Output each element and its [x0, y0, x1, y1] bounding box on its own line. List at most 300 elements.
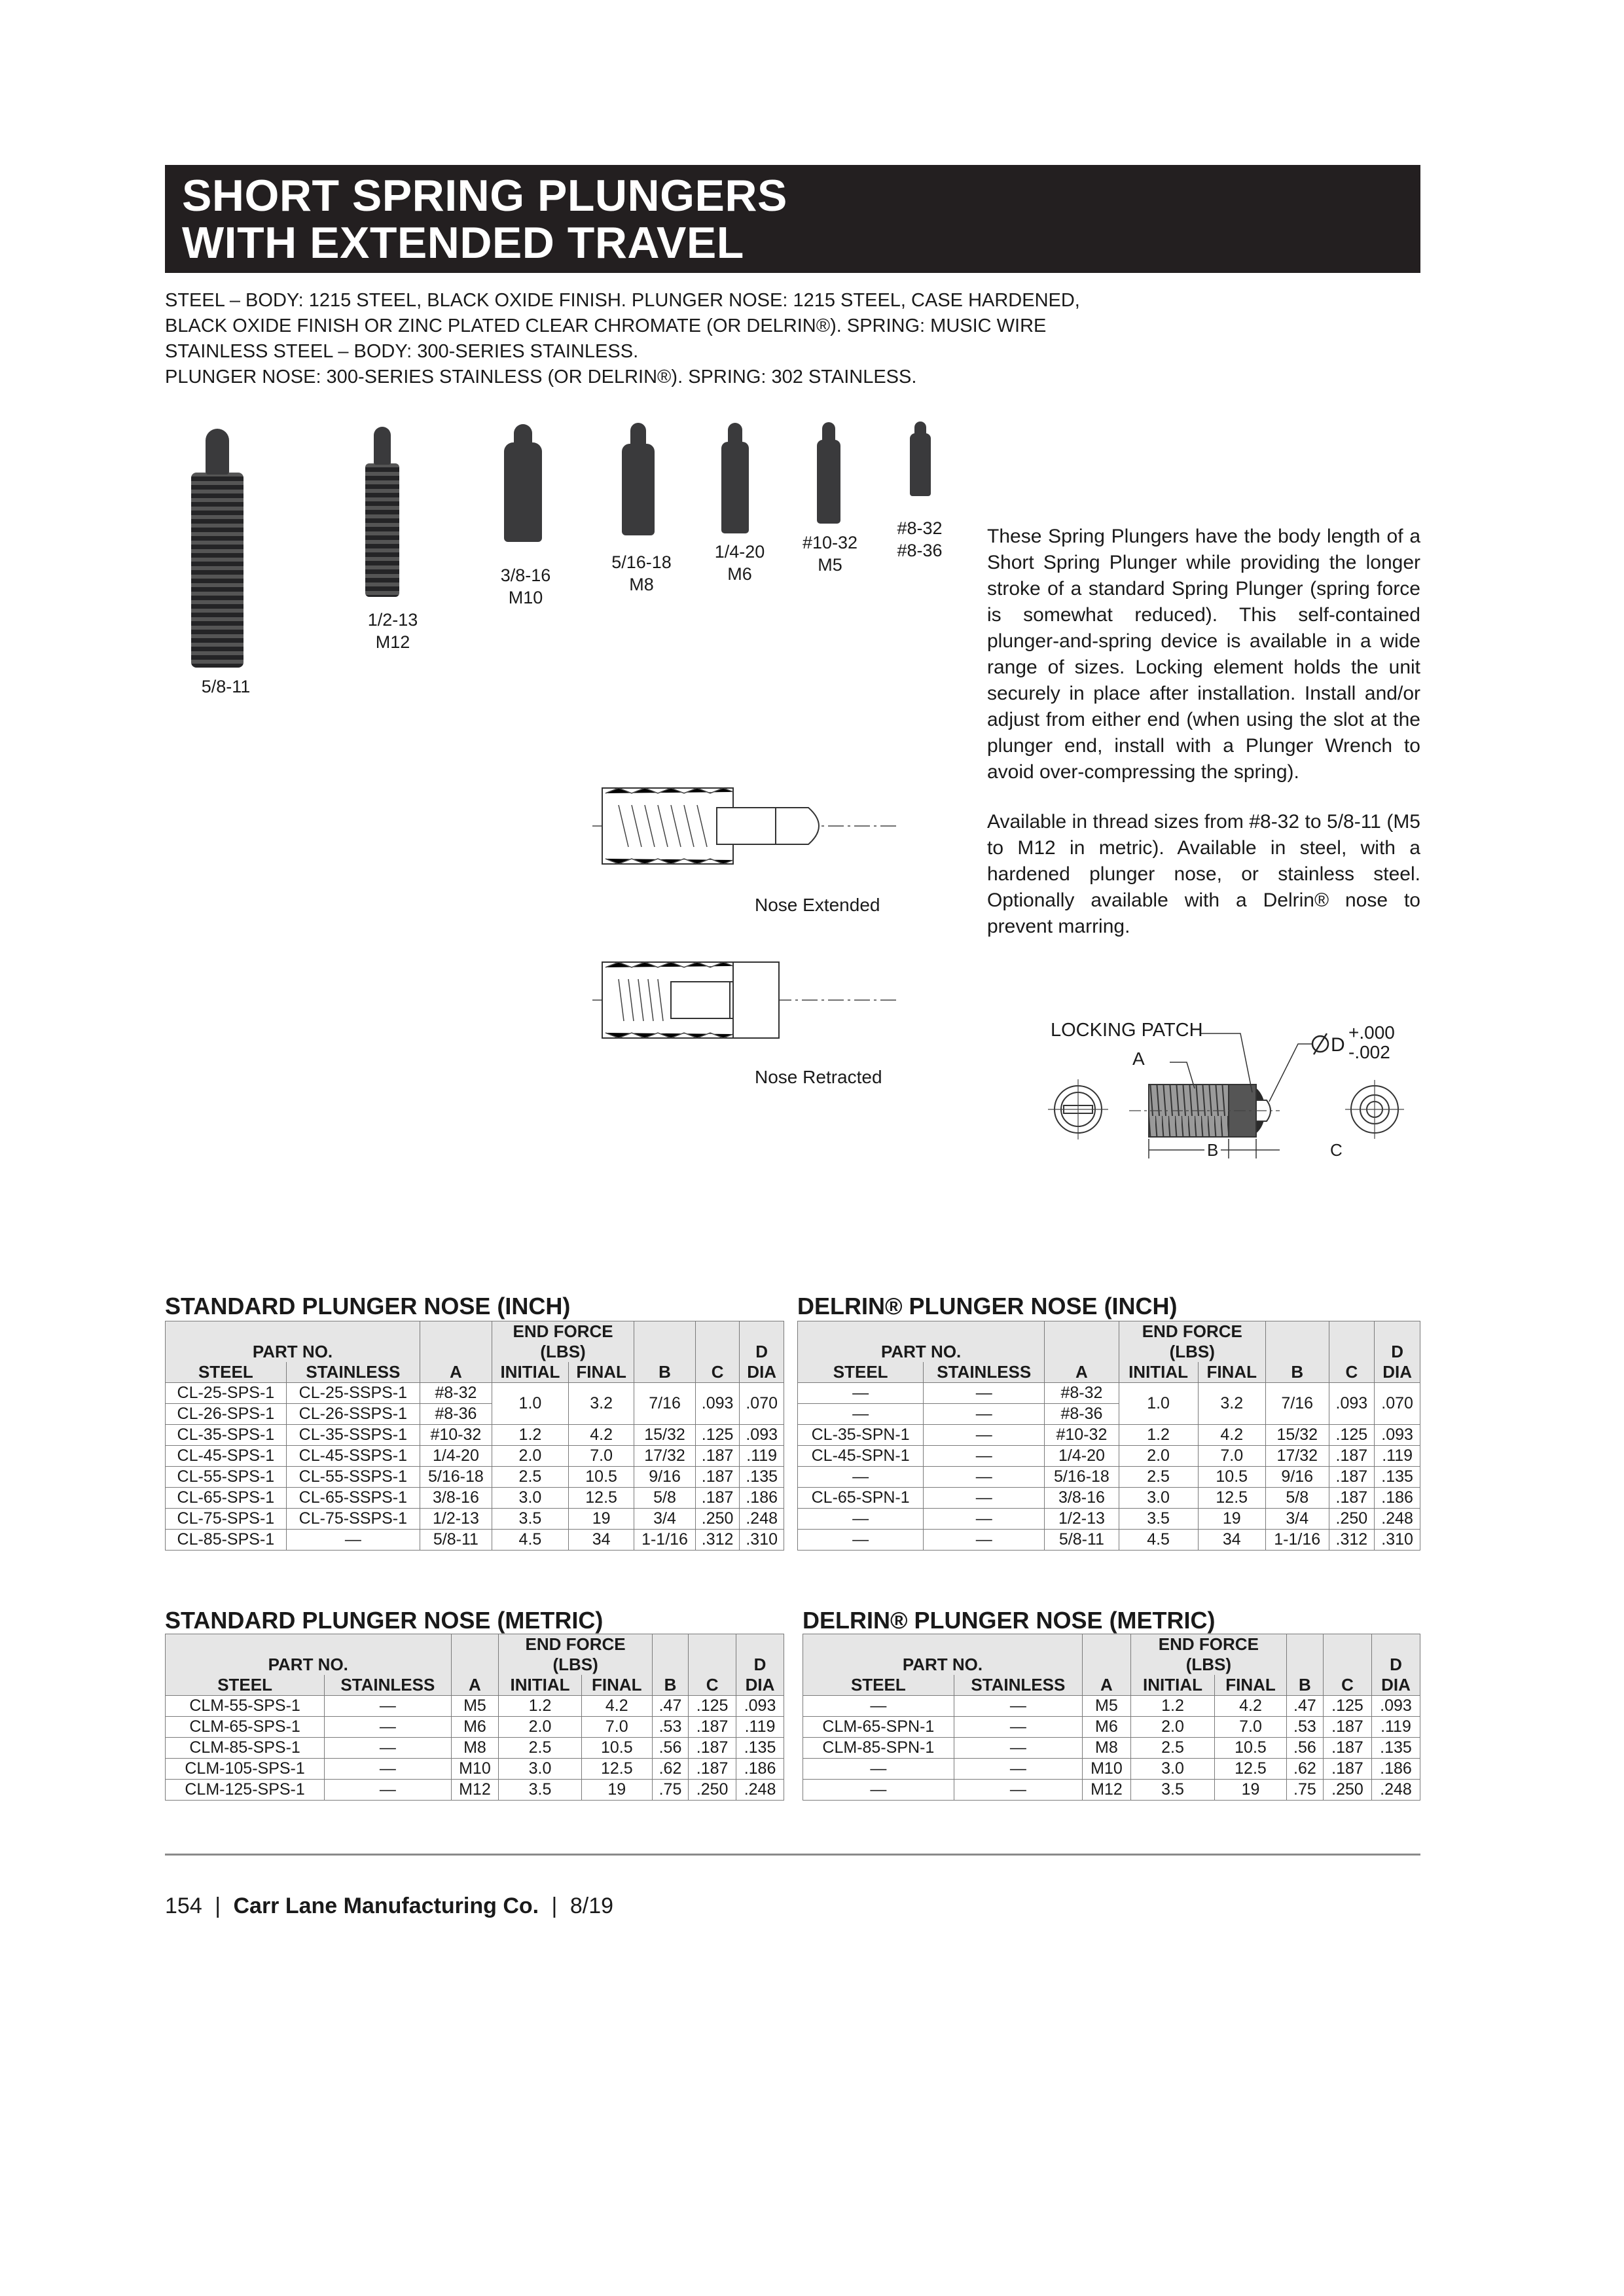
steel-part-no: CL-45-SPS-1	[166, 1446, 287, 1467]
dim-b: 7/16	[1265, 1383, 1329, 1425]
c-header-spacer	[1329, 1342, 1375, 1362]
initial-force: 1.0	[1119, 1383, 1198, 1425]
dim-d-dia: .248	[736, 1780, 784, 1801]
final-force: 4.2	[1198, 1425, 1265, 1446]
a-header-spacer	[451, 1634, 499, 1655]
steel-part-no: —	[803, 1780, 954, 1801]
dim-c: .187	[1323, 1717, 1371, 1738]
part-no-header: PART NO.	[166, 1655, 452, 1675]
plunger-nose-photo	[374, 427, 391, 465]
catalog-date: 8/19	[569, 1893, 614, 1918]
thread-size: M12	[1082, 1780, 1130, 1801]
steel-header: STEEL	[803, 1675, 954, 1696]
dim-d-dia: .070	[740, 1383, 784, 1425]
initial-force: 2.5	[1119, 1467, 1198, 1488]
stainless-part-no: —	[924, 1509, 1045, 1530]
dim-c: .187	[1323, 1759, 1371, 1780]
initial-force: 4.5	[492, 1530, 568, 1551]
dim-d-dia: .093	[1375, 1425, 1420, 1446]
dim-d-dia: .119	[736, 1717, 784, 1738]
initial-force: 3.5	[492, 1509, 568, 1530]
final-force: 7.0	[581, 1717, 652, 1738]
final-header: FINAL	[1215, 1675, 1287, 1696]
dim-d-dia: .186	[740, 1488, 784, 1509]
delrin-metric-table-title: DELRIN® PLUNGER NOSE (METRIC)	[803, 1607, 1216, 1634]
dim-b: .62	[1286, 1759, 1323, 1780]
initial-header: INITIAL	[499, 1675, 581, 1696]
dim-b-label: B	[1204, 1140, 1221, 1160]
end-force-header: END FORCE	[492, 1321, 634, 1342]
lbs-header: (LBS)	[499, 1655, 652, 1675]
size-label-inch: 5/16-18	[611, 552, 672, 572]
initial-force: 2.5	[492, 1467, 568, 1488]
dim-b: 3/4	[1265, 1509, 1329, 1530]
initial-force: 4.5	[1119, 1530, 1198, 1551]
dia-header: DIA	[1375, 1362, 1420, 1383]
b-header-spacer	[1286, 1655, 1323, 1675]
dim-c: .187	[695, 1488, 740, 1509]
stainless-part-no: —	[325, 1738, 451, 1759]
nose-extended-caption: Nose Extended	[755, 895, 880, 915]
final-force: 10.5	[569, 1467, 634, 1488]
table-row	[803, 1759, 1420, 1780]
thread-size: #8-36	[1045, 1404, 1119, 1425]
stainless-part-no: CL-75-SSPS-1	[286, 1509, 420, 1530]
final-force: 10.5	[1215, 1738, 1287, 1759]
table-row	[166, 1446, 784, 1467]
initial-force: 3.5	[499, 1780, 581, 1801]
dim-d-dia: .186	[1371, 1759, 1420, 1780]
lbs-header: (LBS)	[1130, 1655, 1286, 1675]
thread-size: #10-32	[420, 1425, 492, 1446]
steel-part-no: —	[798, 1404, 924, 1425]
dim-c: .250	[1329, 1509, 1375, 1530]
a-header-spacer	[1045, 1342, 1119, 1362]
final-force: 12.5	[1215, 1759, 1287, 1780]
stainless-part-no: CL-55-SSPS-1	[286, 1467, 420, 1488]
c-header-spacer	[1323, 1634, 1371, 1655]
dim-c-label: C	[1327, 1140, 1345, 1160]
steel-part-no: —	[803, 1759, 954, 1780]
dim-b: 1-1/16	[634, 1530, 696, 1551]
stainless-part-no: —	[954, 1738, 1082, 1759]
d-header-spacer	[736, 1634, 784, 1655]
stainless-header: STAINLESS	[924, 1362, 1045, 1383]
d-header: D	[740, 1342, 784, 1362]
stainless-part-no: —	[924, 1425, 1045, 1446]
steel-part-no: CL-65-SPN-1	[798, 1488, 924, 1509]
thread-size: 3/8-16	[420, 1488, 492, 1509]
footer-separator: |	[215, 1893, 221, 1918]
steel-part-no: CL-55-SPS-1	[166, 1467, 287, 1488]
dim-c: .187	[1323, 1738, 1371, 1759]
steel-part-no: —	[803, 1696, 954, 1717]
dim-b: .47	[1286, 1696, 1323, 1717]
steel-part-no: —	[798, 1383, 924, 1404]
table-row	[166, 1530, 784, 1551]
title-bar	[165, 165, 1420, 273]
dia-header: DIA	[1371, 1675, 1420, 1696]
initial-force: 2.5	[1130, 1738, 1214, 1759]
final-force: 34	[1198, 1530, 1265, 1551]
d-header-spacer	[740, 1321, 784, 1342]
initial-force: 3.0	[492, 1488, 568, 1509]
a-header-spacer	[1082, 1634, 1130, 1655]
lbs-header: (LBS)	[492, 1342, 634, 1362]
table-row	[803, 1780, 1420, 1801]
size-label-inch: #8-32	[897, 518, 943, 538]
steel-part-no: CLM-55-SPS-1	[166, 1696, 325, 1717]
stainless-part-no: —	[325, 1717, 451, 1738]
dim-c: .250	[689, 1780, 736, 1801]
final-force: 34	[569, 1530, 634, 1551]
a-header-spacer	[1082, 1655, 1130, 1675]
initial-force: 1.2	[1119, 1425, 1198, 1446]
steel-part-no: CL-26-SPS-1	[166, 1404, 287, 1425]
end-force-header: END FORCE	[1130, 1634, 1286, 1655]
dim-d-dia: .135	[1375, 1467, 1420, 1488]
dim-d-dia: .093	[740, 1425, 784, 1446]
d-header-spacer	[1375, 1321, 1420, 1342]
table-row	[798, 1509, 1420, 1530]
steel-part-no: CL-25-SPS-1	[166, 1383, 287, 1404]
dim-c: .250	[1323, 1780, 1371, 1801]
page-title-line-1: SHORT SPRING PLUNGERS	[182, 171, 787, 221]
stainless-part-no: —	[325, 1759, 451, 1780]
table-row	[166, 1488, 784, 1509]
a-header: A	[1045, 1362, 1119, 1383]
dim-b: 17/32	[1265, 1446, 1329, 1467]
dim-c: .187	[689, 1738, 736, 1759]
d-header: D	[1375, 1342, 1420, 1362]
final-force: 4.2	[569, 1425, 634, 1446]
stainless-header: STAINLESS	[286, 1362, 420, 1383]
steel-part-no: CLM-85-SPS-1	[166, 1738, 325, 1759]
size-label-metric: M10	[508, 588, 543, 607]
steel-part-no: CL-35-SPN-1	[798, 1425, 924, 1446]
dim-c: .312	[695, 1530, 740, 1551]
dim-d-dia: .310	[1375, 1530, 1420, 1551]
dim-d-dia: .093	[1371, 1696, 1420, 1717]
dim-d-label: D	[1331, 1034, 1345, 1056]
thread-size: M8	[1082, 1738, 1130, 1759]
b-header-spacer	[1265, 1342, 1329, 1362]
initial-force: 3.5	[1119, 1509, 1198, 1530]
b-header-spacer	[652, 1655, 688, 1675]
stainless-part-no: CL-45-SSPS-1	[286, 1446, 420, 1467]
initial-force: 1.2	[499, 1696, 581, 1717]
size-label-inch: 1/4-20	[714, 542, 765, 562]
plunger-photo-5-8-11	[191, 473, 244, 668]
steel-part-no: CLM-105-SPS-1	[166, 1759, 325, 1780]
thread-size: M5	[1082, 1696, 1130, 1717]
dim-c: .125	[695, 1425, 740, 1446]
part-no-header: PART NO.	[803, 1655, 1083, 1675]
footer-rule	[165, 1854, 1420, 1856]
final-force: 19	[569, 1509, 634, 1530]
dim-d-tolerance-plus: +.000	[1348, 1022, 1395, 1043]
table-row	[798, 1446, 1420, 1467]
b-header: B	[1265, 1362, 1329, 1383]
c-header: C	[689, 1675, 736, 1696]
dim-b: 1-1/16	[1265, 1530, 1329, 1551]
size-label	[490, 564, 562, 609]
thread-size: 3/8-16	[1045, 1488, 1119, 1509]
thread-size: #8-36	[420, 1404, 492, 1425]
dim-d-dia: .070	[1375, 1383, 1420, 1425]
final-force: 12.5	[1198, 1488, 1265, 1509]
thread-size: 1/2-13	[420, 1509, 492, 1530]
dim-b: .56	[1286, 1738, 1323, 1759]
initial-force: 3.5	[1130, 1780, 1214, 1801]
dim-b: .62	[652, 1759, 688, 1780]
steel-part-no: CLM-65-SPN-1	[803, 1717, 954, 1738]
table-row	[798, 1383, 1420, 1404]
materials-line: BLACK OXIDE FINISH OR ZINC PLATED CLEAR CHROMATE (OR DELRIN®). SPRING: MUSIC WIRE	[165, 315, 1047, 336]
thread-size: 5/16-18	[1045, 1467, 1119, 1488]
dim-c: .187	[689, 1717, 736, 1738]
initial-force: 1.0	[492, 1383, 568, 1425]
company-name: Carr Lane Manufacturing Co.	[233, 1893, 539, 1918]
steel-part-no: CLM-125-SPS-1	[166, 1780, 325, 1801]
c-header: C	[1323, 1675, 1371, 1696]
size-label-inch: 5/8-11	[201, 677, 251, 696]
page-title-line-2: WITH EXTENDED TRAVEL	[182, 218, 744, 268]
part-no-header-spacer	[803, 1634, 1083, 1655]
dim-d-dia: .119	[1375, 1446, 1420, 1467]
stainless-part-no: —	[924, 1530, 1045, 1551]
size-label-inch: 1/2-13	[367, 610, 418, 630]
dim-d-dia: .248	[1371, 1780, 1420, 1801]
part-no-header-spacer	[166, 1634, 452, 1655]
page-number: 154	[165, 1893, 202, 1918]
product-description	[987, 524, 1420, 963]
plunger-nose-photo	[514, 424, 532, 448]
stainless-part-no: —	[325, 1780, 451, 1801]
dim-c: .312	[1329, 1530, 1375, 1551]
dim-c: .187	[1329, 1467, 1375, 1488]
dim-d-dia: .248	[740, 1509, 784, 1530]
thread-size: M10	[1082, 1759, 1130, 1780]
stainless-header: STAINLESS	[325, 1675, 451, 1696]
stainless-part-no: —	[286, 1530, 420, 1551]
a-header-spacer	[420, 1321, 492, 1342]
initial-force: 2.0	[492, 1446, 568, 1467]
dim-b: .75	[1286, 1780, 1323, 1801]
dim-b: .56	[652, 1738, 688, 1759]
steel-part-no: CL-85-SPS-1	[166, 1530, 287, 1551]
nose-extended-diagram	[592, 780, 900, 872]
stainless-part-no: —	[924, 1446, 1045, 1467]
thread-size: 5/8-11	[420, 1530, 492, 1551]
stainless-part-no: CL-65-SSPS-1	[286, 1488, 420, 1509]
plunger-nose-photo	[914, 422, 926, 436]
size-label	[602, 551, 681, 596]
initial-force: 2.0	[1130, 1717, 1214, 1738]
initial-header: INITIAL	[1130, 1675, 1214, 1696]
size-label	[357, 609, 429, 653]
stainless-part-no: CL-25-SSPS-1	[286, 1383, 420, 1404]
dim-c: .093	[1329, 1383, 1375, 1425]
final-force: 4.2	[581, 1696, 652, 1717]
thread-size: M8	[451, 1738, 499, 1759]
plunger-photo-1-4-20	[721, 442, 749, 533]
table-row	[803, 1717, 1420, 1738]
initial-force: 2.0	[1119, 1446, 1198, 1467]
b-header-spacer	[652, 1634, 688, 1655]
c-header-spacer	[695, 1321, 740, 1342]
plunger-photo-1-2-13	[365, 463, 399, 597]
stainless-part-no: —	[954, 1759, 1082, 1780]
table-row	[166, 1467, 784, 1488]
steel-header: STEEL	[166, 1362, 287, 1383]
final-force: 12.5	[569, 1488, 634, 1509]
table-row	[166, 1780, 784, 1801]
stainless-part-no: —	[924, 1467, 1045, 1488]
steel-part-no: CL-65-SPS-1	[166, 1488, 287, 1509]
end-force-header: END FORCE	[1119, 1321, 1265, 1342]
dim-c: .187	[1329, 1446, 1375, 1467]
dia-header: DIA	[736, 1675, 784, 1696]
stainless-part-no: —	[954, 1780, 1082, 1801]
a-header-spacer	[1045, 1321, 1119, 1342]
std-inch-table-title: STANDARD PLUNGER NOSE (INCH)	[165, 1293, 571, 1319]
thread-size: 1/2-13	[1045, 1509, 1119, 1530]
footer-separator: |	[551, 1893, 558, 1918]
initial-force: 1.2	[492, 1425, 568, 1446]
dim-d-dia: .135	[740, 1467, 784, 1488]
final-force: 10.5	[581, 1738, 652, 1759]
part-no-header: PART NO.	[166, 1342, 420, 1362]
dim-d-dia: .248	[1375, 1509, 1420, 1530]
size-label	[704, 541, 776, 585]
thread-size: M6	[1082, 1717, 1130, 1738]
stainless-part-no: —	[954, 1717, 1082, 1738]
dim-c: .250	[695, 1509, 740, 1530]
final-force: 7.0	[569, 1446, 634, 1467]
steel-part-no: —	[798, 1467, 924, 1488]
a-header-spacer	[451, 1655, 499, 1675]
steel-part-no: CL-35-SPS-1	[166, 1425, 287, 1446]
dim-c: .093	[695, 1383, 740, 1425]
stainless-part-no: —	[924, 1404, 1045, 1425]
size-label-metric: #8-36	[897, 541, 943, 560]
dim-d-tolerance-minus: -.002	[1348, 1042, 1390, 1062]
final-force: 10.5	[1198, 1467, 1265, 1488]
size-label-metric: M12	[375, 632, 410, 652]
dim-d-dia: .186	[736, 1759, 784, 1780]
table-row	[166, 1717, 784, 1738]
steel-part-no: CLM-85-SPN-1	[803, 1738, 954, 1759]
lbs-header: (LBS)	[1119, 1342, 1265, 1362]
description-paragraph: These Spring Plungers have the body length of a Short Spring Plunger while providing the longer stroke of a standard Spring Plunger (spring force is somewhat reduced). This self-contained plunger-and-spring device is available in a wide range of sizes. Locking element holds the unit securely in place after installation. Install and/or adjust from either end (when using the slot at the plunger end, install with a Plunger Wrench to avoid over-compressing the spring).	[987, 526, 1420, 783]
std-metric-table-title: STANDARD PLUNGER NOSE (METRIC)	[165, 1607, 604, 1634]
a-header: A	[1082, 1675, 1130, 1696]
dim-c: .125	[1329, 1425, 1375, 1446]
delrin-inch-table-title: DELRIN® PLUNGER NOSE (INCH)	[797, 1293, 1178, 1319]
dim-b: 3/4	[634, 1509, 696, 1530]
table-row	[798, 1530, 1420, 1551]
size-label	[884, 517, 956, 562]
dim-c: .187	[695, 1446, 740, 1467]
dim-d-dia: .310	[740, 1530, 784, 1551]
plunger-photo-10-32	[817, 440, 840, 524]
nose-retracted-diagram	[592, 954, 900, 1046]
dim-b: 9/16	[1265, 1467, 1329, 1488]
table-row	[166, 1509, 784, 1530]
initial-force: 3.0	[1119, 1488, 1198, 1509]
dim-d-dia: .119	[1371, 1717, 1420, 1738]
size-label-metric: M5	[818, 555, 842, 575]
thread-size: #10-32	[1045, 1425, 1119, 1446]
initial-force: 3.0	[1130, 1759, 1214, 1780]
steel-part-no: —	[798, 1509, 924, 1530]
size-label-metric: M8	[629, 575, 654, 594]
final-force: 19	[1215, 1780, 1287, 1801]
table-row	[166, 1383, 784, 1404]
dim-b: .53	[1286, 1717, 1323, 1738]
dim-c: .125	[1323, 1696, 1371, 1717]
steel-part-no: CLM-65-SPS-1	[166, 1717, 325, 1738]
plunger-nose-photo	[822, 422, 835, 442]
table-row	[166, 1696, 784, 1717]
table-row	[798, 1467, 1420, 1488]
plunger-nose-photo	[630, 423, 646, 446]
stainless-part-no: —	[924, 1383, 1045, 1404]
table-row	[166, 1759, 784, 1780]
b-header-spacer	[634, 1321, 696, 1342]
size-label-metric: M6	[727, 564, 752, 584]
dim-c: .187	[695, 1467, 740, 1488]
plunger-photo-3-8-16	[504, 442, 542, 542]
b-header-spacer	[634, 1342, 696, 1362]
plunger-photo-8-32	[910, 433, 931, 496]
dim-d-dia: .186	[1375, 1488, 1420, 1509]
plunger-nose-photo	[728, 423, 742, 444]
dim-b: 9/16	[634, 1467, 696, 1488]
table-row	[166, 1425, 784, 1446]
dim-c: .187	[689, 1759, 736, 1780]
final-force: 19	[581, 1780, 652, 1801]
part-no-header-spacer	[798, 1321, 1045, 1342]
std-metric-table	[165, 1634, 784, 1801]
steel-part-no: CL-75-SPS-1	[166, 1509, 287, 1530]
stainless-part-no: CL-35-SSPS-1	[286, 1425, 420, 1446]
c-header-spacer	[689, 1655, 736, 1675]
initial-force: 3.0	[499, 1759, 581, 1780]
steel-header: STEEL	[166, 1675, 325, 1696]
description-paragraph: Available in thread sizes from #8-32 to 5/8-11 (M5 to M12 in metric). Available in steel, with a hardened plunger nose, or stainless steel. Optionally available with a Delrin® nose to prevent marring.	[987, 811, 1420, 937]
final-force: 7.0	[1198, 1446, 1265, 1467]
c-header-spacer	[695, 1342, 740, 1362]
final-force: 3.2	[1198, 1383, 1265, 1425]
a-header: A	[420, 1362, 492, 1383]
dim-b: 15/32	[1265, 1425, 1329, 1446]
delrin-metric-table	[803, 1634, 1420, 1801]
table-row	[803, 1738, 1420, 1759]
end-force-header: END FORCE	[499, 1634, 652, 1655]
dim-d-dia: .093	[736, 1696, 784, 1717]
dim-b: .47	[652, 1696, 688, 1717]
thread-size: 5/8-11	[1045, 1530, 1119, 1551]
nose-retracted-caption: Nose Retracted	[755, 1067, 882, 1087]
dim-b: .53	[652, 1717, 688, 1738]
initial-force: 1.2	[1130, 1696, 1214, 1717]
thread-size: M6	[451, 1717, 499, 1738]
steel-header: STEEL	[798, 1362, 924, 1383]
d-header: D	[736, 1655, 784, 1675]
thread-size: 1/4-20	[1045, 1446, 1119, 1467]
